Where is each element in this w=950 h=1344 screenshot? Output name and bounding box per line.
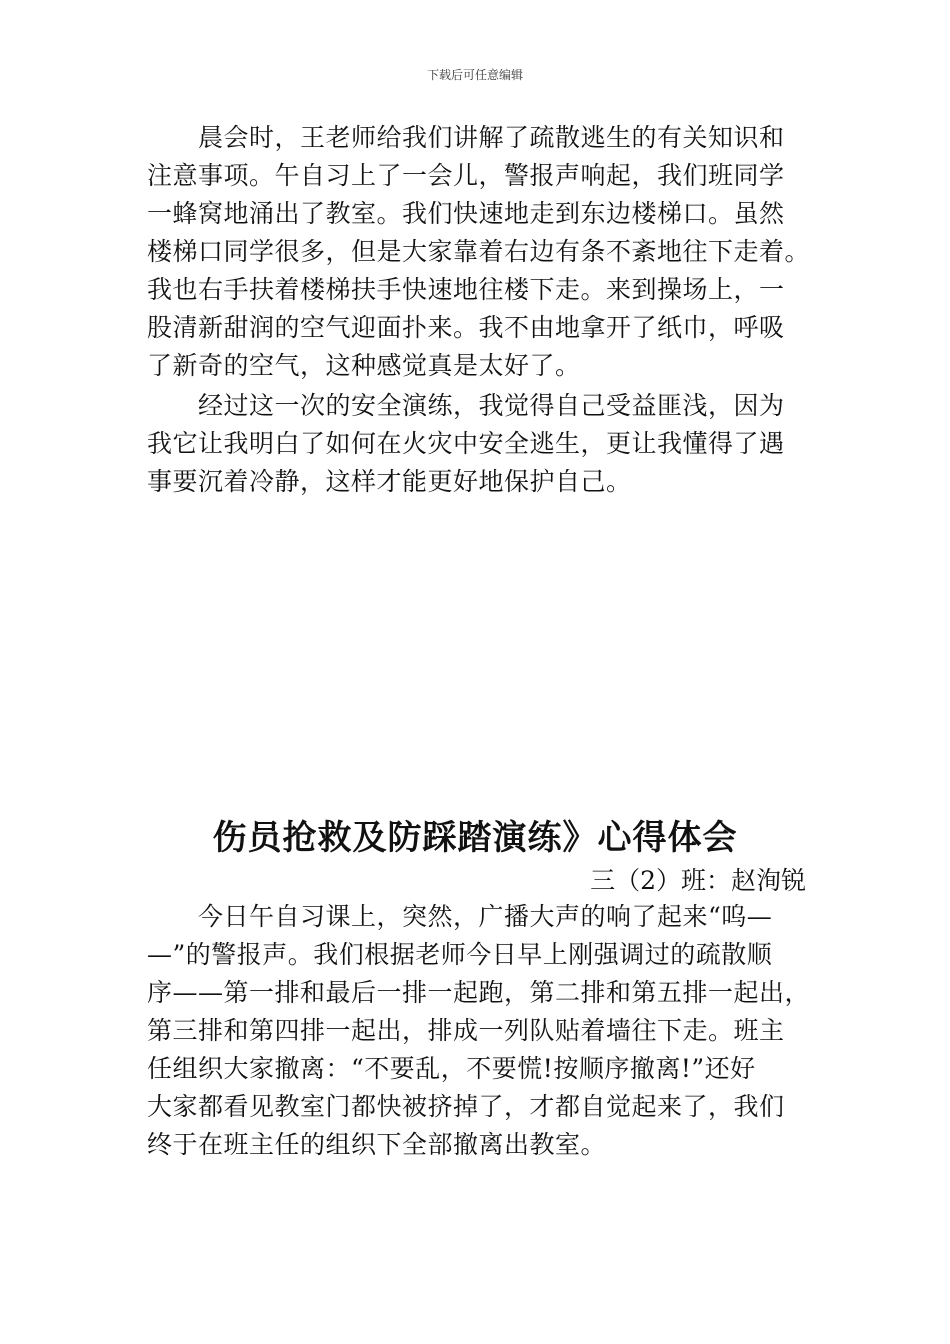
paragraph-line: 任组织大家撤离：“不要乱，不要慌!按顺序撤离!”还好 — [147, 1054, 756, 1083]
article-title: 伤员抢救及防踩踏演练》心得体会 — [212, 818, 738, 858]
paragraph-line: 第三排和第四排一起出，排成一列队贴着墙往下走。班主 — [147, 1016, 785, 1045]
paragraph-line: 终于在班主任的组织下全部撤离出教室。 — [147, 1130, 607, 1159]
paragraph-line: —”的警报声。我们根据老师今日早上刚强调过的疏散顺 — [147, 940, 773, 969]
paragraph-line: 经过这一次的安全演练，我觉得自己受益匪浅，因为 — [147, 391, 785, 420]
author-byline: 三（2）班：赵洵锐 — [590, 866, 806, 895]
paragraph-line: 注意事项。午自习上了一会儿，警报声响起，我们班同学 — [147, 161, 785, 190]
paragraph-line: 大家都看见教室门都快被挤掉了，才都自觉起来了，我们 — [147, 1092, 785, 1121]
paragraph-line: 我它让我明白了如何在火灾中安全逃生，更让我懂得了遇 — [147, 429, 785, 458]
paragraph-line: 了新奇的空气，这种感觉真是太好了。 — [147, 351, 581, 380]
paragraph-line: 我也右手扶着楼梯扶手快速地往楼下走。来到操场上，一 — [147, 275, 785, 304]
header-note: 下载后可任意编辑 — [426, 68, 523, 82]
paragraph-line: 晨会时，王老师给我们讲解了疏散逃生的有关知识和 — [147, 123, 785, 152]
paragraph-line: 今日午自习课上，突然，广播大声的响了起来“呜— — [147, 902, 773, 931]
paragraph-line: 楼梯口同学很多，但是大家靠着右边有条不紊地往下走着。 — [147, 237, 811, 266]
paragraph-line: 股清新甜润的空气迎面扑来。我不由地拿开了纸巾，呼吸 — [147, 313, 785, 342]
paragraph-line: 一蜂窝地涌出了教室。我们快速地走到东边楼梯口。虽然 — [147, 199, 785, 228]
paragraph-line: 序——第一排和最后一排一起跑，第二排和第五排一起出， — [147, 978, 811, 1007]
paragraph-line: 事要沉着冷静，这样才能更好地保护自己。 — [147, 467, 632, 496]
